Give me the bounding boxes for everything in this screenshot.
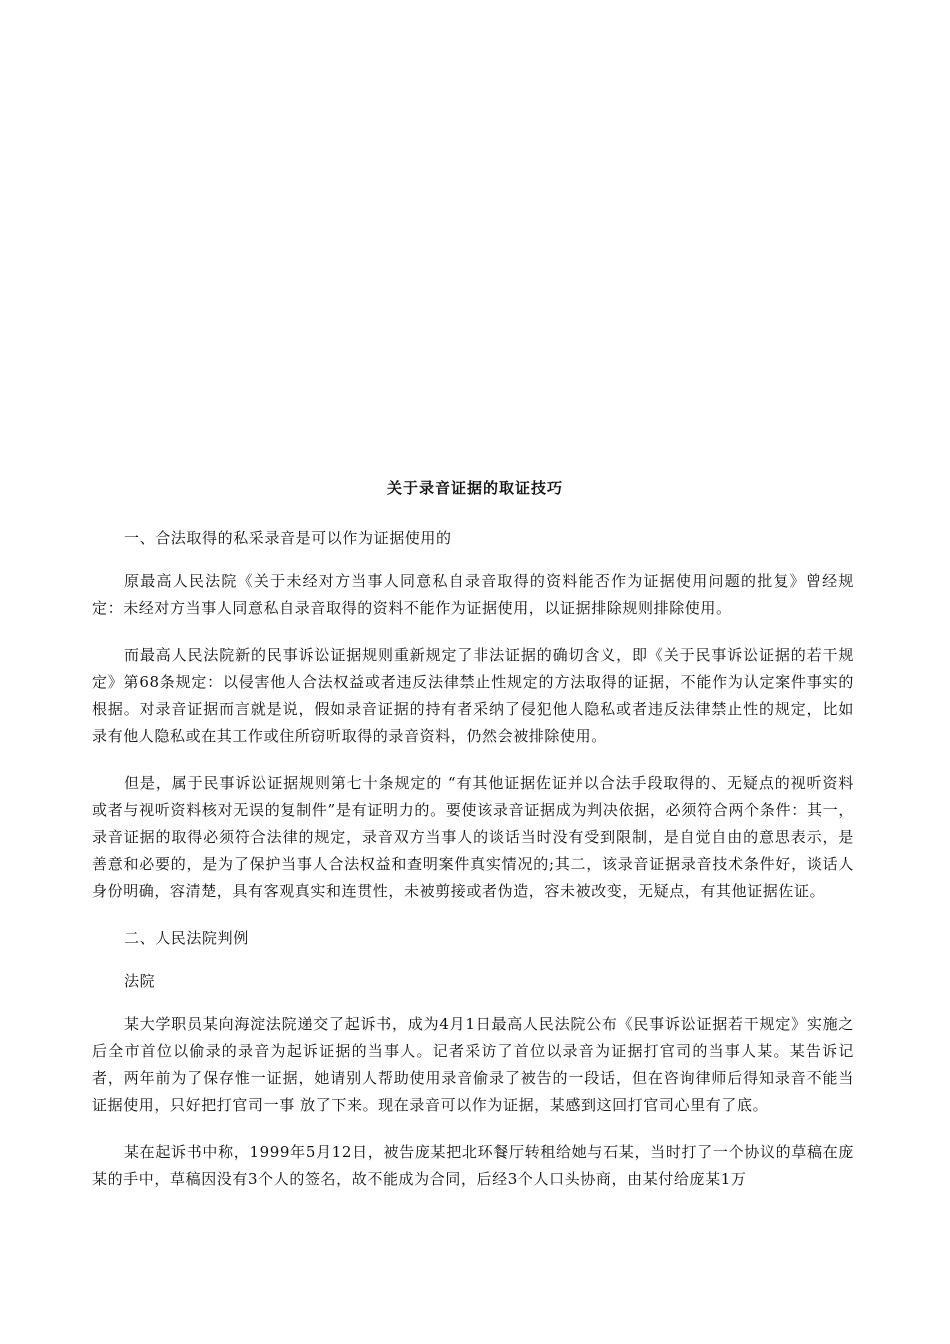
paragraph: 某大学职员某向海淀法院递交了起诉书，成为4月1日最高人民法院公布《民事诉讼证据若干规定》实施之后全市首位以偷录的录音为起诉证据的当事人。记者采访了首位以录音为证据打官司的当事人某。某告诉记者，两年前为了保存惟一证据，她请别人帮助使用录音偷录了被告的一段话，但在咨询律师后得知录音不能当证据使用，只好把打官司一事 放了下来。现在录音可以作为证据，某感到这回打官司心里有了底。 [92, 1015, 854, 1114]
paragraph: 而最高人民法院新的民事诉讼证据规则重新规定了非法证据的确切含义，即《关于民事诉讼证据的若干规定》第68条规定：以侵害他人合法权益或者违反法律禁止性规定的方法取得的证据，不能作为认定案件事实的根据。对录音证据而言就是说，假如录音证据的持有者采纳了侵犯他人隐私或者违反法律禁止性的规定，比如录有他人隐私或在其工作或住所窃听取得的录音资料，仍然会被排除使用。 [92, 646, 854, 745]
section-heading-1: 一、合法取得的私采录音是可以作为证据使用的 [124, 529, 452, 547]
section-heading-2: 二、人民法院判例 [124, 929, 249, 947]
sub-heading: 法院 [124, 972, 156, 990]
paragraph: 某在起诉书中称，1999年5月12日，被告庞某把北环餐厅转租给她与石某，当时打了一个协议的草稿在庞某的手中，草稿因没有3个人的签名，故不能成为合同，后经3个人口头协商，由某付给庞某1万 [92, 1143, 854, 1188]
document-body [92, 525, 854, 1213]
paragraph: 但是，属于民事诉讼证据规则第七十条规定的 “有其他证据佐证并以合法手段取得的、无疑点的视听资料或者与视听资料核对无误的复制件”是有证明力的。要使该录音证据成为判决依据，必须符合两个条件：其一，录音证据的取得必须符合法律的规定，录音双方当事人的谈话当时没有受到限制，是自觉自由的意思表示，是善意和必要的，是为了保护当事人合法权益和查明案件真实情况的;其二，该录音证据录音技术条件好，谈话人身份明确，容清楚，具有客观真实和连贯性，未被剪接或者伪造，容未被改变，无疑点，有其他证据佐证。 [92, 774, 854, 900]
document-title: 关于录音证据的取证技巧 [386, 479, 563, 497]
paragraph: 原最高人民法院《关于未经对方当事人同意私自录音取得的资料能否作为证据使用问题的批复》曾经规定：未经对方当事人同意私自录音取得的资料不能作为证据使用，以证据排除规则排除使用。 [92, 572, 854, 617]
